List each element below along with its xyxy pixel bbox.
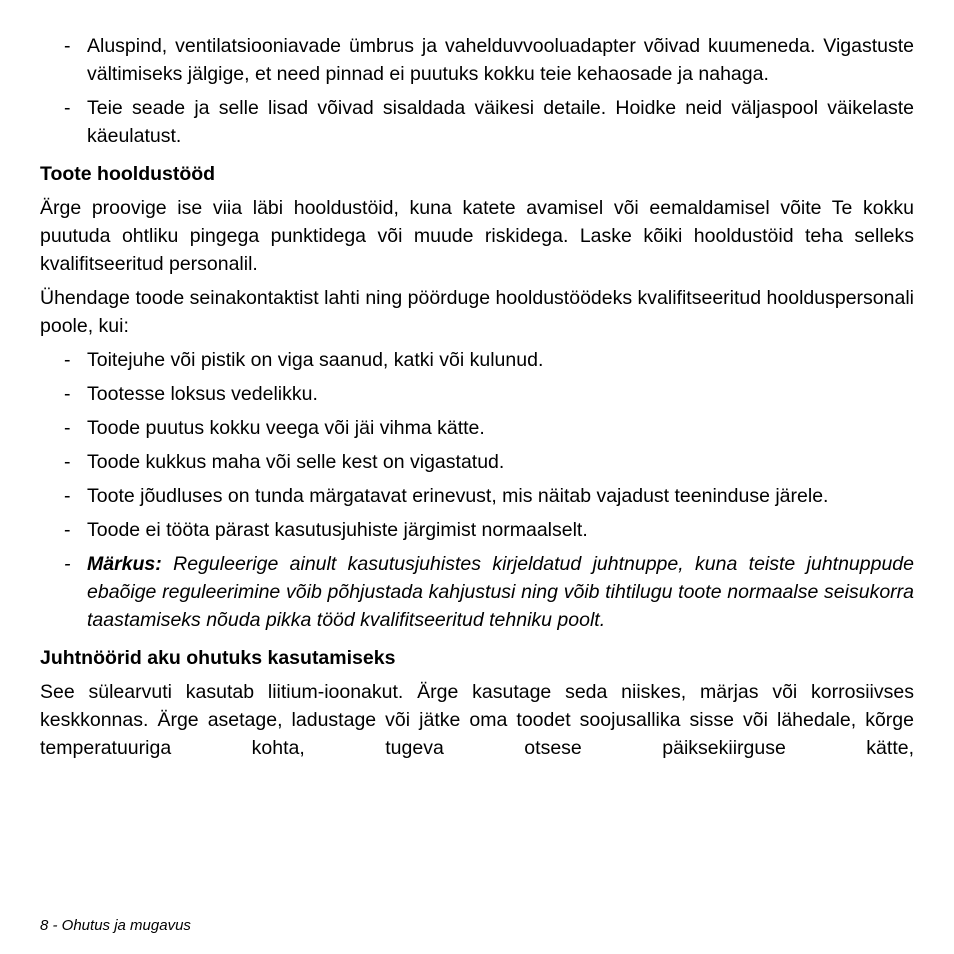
- list-item: [40, 380, 914, 408]
- note-label: Märkus:: [87, 553, 162, 575]
- list-item: [40, 32, 914, 88]
- list-item-text: Teie seade ja selle lisad võivad sisaldada väikesi detaile. Hoidke neid väljaspool väikelaste käeulatust.: [87, 97, 914, 147]
- list-item: [40, 414, 914, 442]
- list-item-text: Toode ei tööta pärast kasutusjuhiste järgimist normaalselt.: [87, 519, 588, 541]
- paragraph: Ühendage toode seinakontaktist lahti ning pöörduge hooldustöödeks kvalifitseeritud hoolduspersonali poole, kui:: [40, 287, 914, 337]
- bullet-dash: -: [64, 553, 71, 575]
- section-heading-battery: Juhtnöörid aku ohutuks kasutamiseks: [40, 647, 396, 669]
- section-heading-service: Toote hooldustööd: [40, 163, 216, 185]
- bullet-dash: -: [64, 417, 71, 439]
- paragraph: See sülearvuti kasutab liitium-ioonakut. Ärge kasutage seda niiskes, märjas või korrosiivses keskkonnas. Ärge asetage, ladustage või jätke oma toodet soojusallika sisse või lähedale, kõrge temperatuuriga kohta, tugeva otsese päiksekiirguse kätte,: [40, 681, 914, 759]
- list-item-text: Toote jõudluses on tunda märgatavat erinevust, mis näitab vajadust teeninduse järele.: [87, 485, 829, 507]
- list-item: [40, 346, 914, 374]
- list-item-text: Aluspind, ventilatsiooniavade ümbrus ja vahelduvvooluadapter võivad kuumeneda. Vigastuste vältimiseks jälgige, et need pinnad ei puutuks kokku teie kehaosade ja nahaga.: [87, 35, 914, 85]
- list-item-text: Toode puutus kokku veega või jäi vihma kätte.: [87, 417, 485, 439]
- paragraph: Ärge proovige ise viia läbi hooldustöid, kuna katete avamisel või eemaldamisel võite Te kokku puutuda ohtliku pingega punktidega või muude riskidega. Laske kõiki hooldustöid teha selleks kvalifitseeritud personalil.: [40, 197, 914, 275]
- page-content: [40, 32, 914, 768]
- list-item-text: Tootesse loksus vedelikku.: [87, 383, 318, 405]
- list-item-text: Toitejuhe või pistik on viga saanud, katki või kulunud.: [87, 349, 544, 371]
- bullet-dash: -: [64, 35, 71, 57]
- list-item-text: Toode kukkus maha või selle kest on vigastatud.: [87, 451, 505, 473]
- page-footer: 8 - Ohutus ja mugavus: [40, 917, 191, 934]
- bullet-dash: -: [64, 485, 71, 507]
- list-item: [40, 94, 914, 150]
- bullet-dash: -: [64, 97, 71, 119]
- bullet-dash: -: [64, 451, 71, 473]
- list-item: [40, 448, 914, 476]
- note-text: Reguleerige ainult kasutusjuhistes kirjeldatud juhtnuppe, kuna teiste juhtnuppude ebaõige reguleerimine võib põhjustada kahjustusi ning võib tihtilugu toote normaalse seisukorra taastamiseks nõuda pikka tööd kvalifitseeritud tehniku poolt.: [87, 553, 914, 631]
- bullet-dash: -: [64, 519, 71, 541]
- note-item: [40, 550, 914, 634]
- list-item: [40, 516, 914, 544]
- bullet-dash: -: [64, 349, 71, 371]
- bullet-dash: -: [64, 383, 71, 405]
- list-item: [40, 482, 914, 510]
